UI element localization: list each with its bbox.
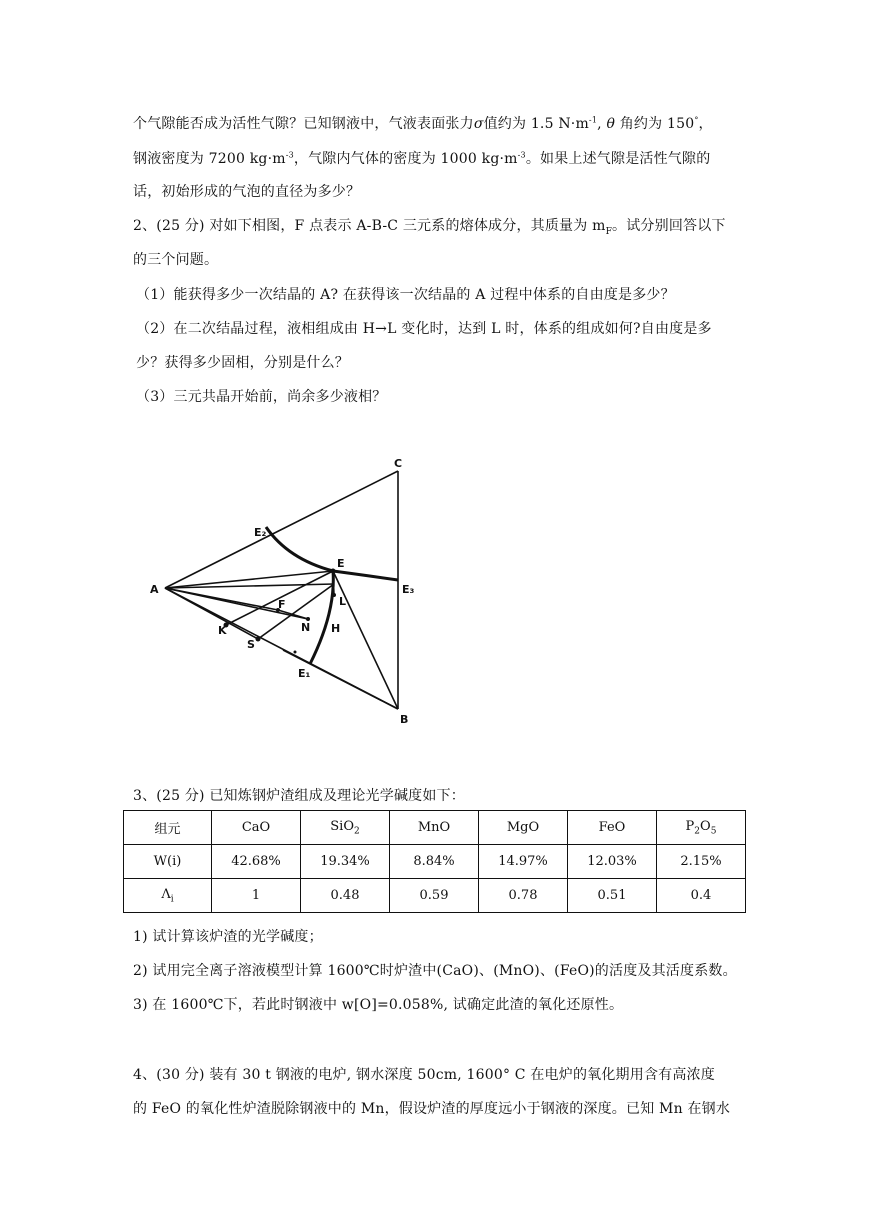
table-cell: 0.78: [479, 879, 568, 913]
text-line-p1-2: 钢液密度为 7200 $kg\cdot m^{-3}$，气隙内气体的密度为 1000 $kg\cdot m^{-3}$。如果上述气隙是活性气隙的: [133, 150, 711, 167]
tie-lines: [165, 571, 398, 709]
label-C: C: [394, 457, 403, 470]
table-cell: 0.51: [568, 879, 657, 913]
table-cell: W(i): [124, 845, 212, 879]
question-2-sub-1: （1）能获得多少一次结晶的 A? 在获得该一次结晶的 A 过程中体系的自由度是多少？: [136, 287, 675, 303]
table-cell: 0.59: [390, 879, 479, 913]
table-header-cao: CaO: [212, 811, 301, 845]
question-4-line-2: 的 FeO 的氧化性炉渣脱除钢液中的 Mn，假设炉渣的厚度远小于钢液的深度。已知 Mn 在钢水: [133, 1101, 731, 1117]
table-cell: 0.4: [657, 879, 746, 913]
table-cell: 14.97%: [479, 845, 568, 879]
question-2-sub-3: （3）三元共晶开始前，尚余多少液相？: [136, 389, 387, 405]
table-header-p2o5: $P_2O_5$: [657, 811, 746, 845]
table-cell: 8.84%: [390, 845, 479, 879]
question-2-sub-2b: 少？获得多少固相，分别是什么？: [136, 355, 349, 371]
table-row-lambda: [124, 879, 746, 913]
table-row-header: [124, 811, 746, 845]
table-cell: 42.68%: [212, 845, 301, 879]
triangle-edges: [165, 471, 398, 709]
table-header-mno: MnO: [390, 811, 479, 845]
table-header-label: 组元: [124, 811, 212, 845]
ternary-phase-diagram: [128, 447, 428, 737]
table-header-mgo: MgO: [479, 811, 568, 845]
text-line-p1-3: 话，初始形成的气泡的直径为多少？: [133, 184, 361, 200]
table-cell: 0.48: [301, 879, 390, 913]
table-cell: 12.03%: [568, 845, 657, 879]
label-B: B: [400, 713, 409, 726]
slag-composition-table: [123, 810, 746, 913]
label-L: L: [339, 595, 347, 608]
question-2-sub-2a: （2）在二次结晶过程，液相组成由 H→L 变化时，达到 L 时，体系的组成如何?自由度是多: [136, 321, 712, 337]
label-F: F: [278, 598, 286, 611]
label-E1: E₁: [298, 667, 311, 680]
table-cell: 19.34%: [301, 845, 390, 879]
text-line-p1-1: 个气隙能否成为活性气隙？已知钢液中，气液表面张力σ值约为 1.5 $N\cdot m^{-1}$, θ 角约为 150°，: [133, 115, 713, 132]
table-cell: 1: [212, 879, 301, 913]
table-cell: $\Lambda_i$: [124, 879, 212, 913]
table-header-feo: FeO: [568, 811, 657, 845]
label-E3: E₃: [402, 583, 415, 596]
question-3-item-1: 1) 试计算该炉渣的光学碱度；: [133, 929, 323, 945]
question-3-title: 3、(25 分) 已知炼钢炉渣组成及理论光学碱度如下：: [133, 788, 465, 804]
table-cell: 2.15%: [657, 845, 746, 879]
question-2-line-1: 2、(25 分) 对如下相图，F 点表示 A-B-C 三元系的熔体成分，其质量为 $m_F$。试分别回答以下: [133, 218, 726, 237]
label-N: N: [301, 621, 311, 634]
label-H: H: [331, 622, 341, 635]
label-E: E: [337, 557, 345, 570]
label-A: A: [150, 583, 159, 596]
table-header-sio2: SiO$_2$: [301, 811, 390, 845]
label-S: S: [247, 638, 255, 651]
question-3-item-2: 2) 试用完全离子溶液模型计算 1600℃时炉渣中(CaO)、(MnO)、(FeO)的活度及其活度系数。: [133, 963, 737, 979]
table-row-w: [124, 845, 746, 879]
question-3-item-3: 3) 在 1600℃下，若此时钢液中 w[O]=0.058%, 试确定此渣的氧化还原性。: [133, 997, 624, 1013]
question-2-line-2: 的三个问题。: [133, 252, 219, 268]
question-4-line-1: 4、(30 分) 装有 30 t 钢液的电炉, 钢水深度 50cm, 1600° C 在电炉的氧化期用含有高浓度: [133, 1067, 715, 1083]
label-E2: E₂: [254, 526, 267, 539]
label-K: K: [218, 624, 227, 637]
